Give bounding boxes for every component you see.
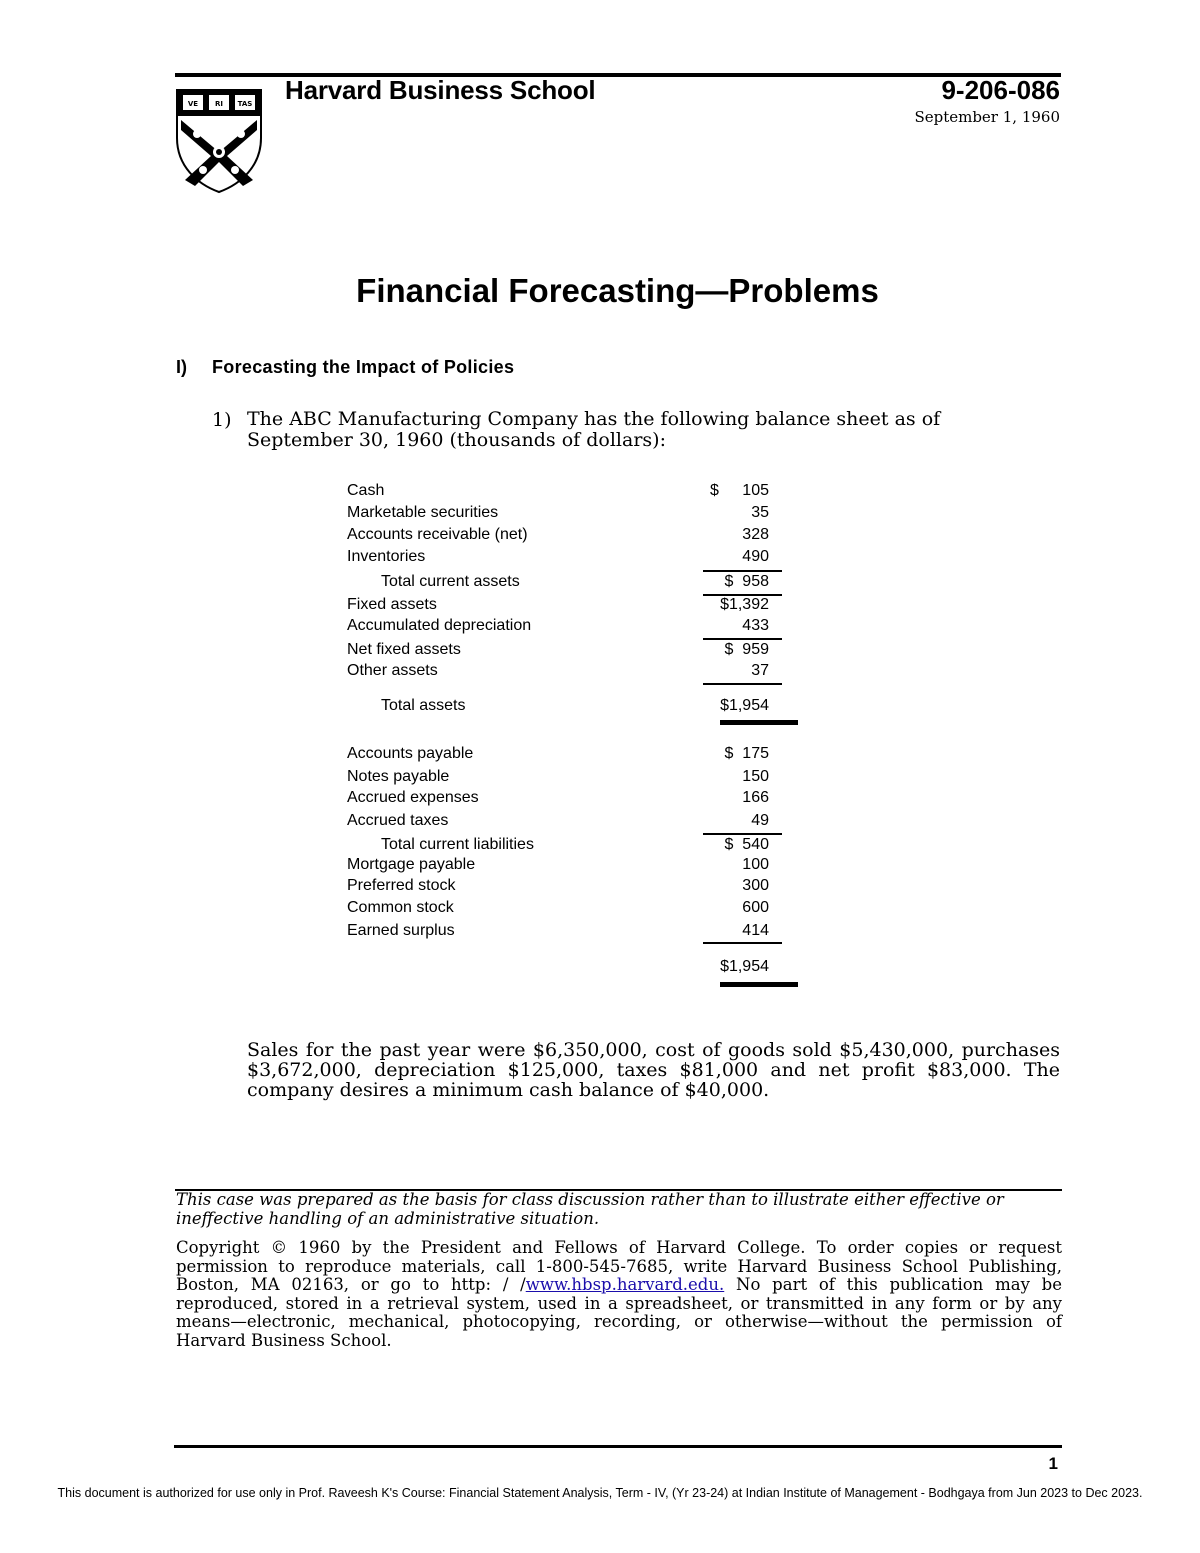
bs-row-label: Accrued expenses [347, 789, 479, 806]
bs-row-value: $1,954 [720, 958, 769, 975]
bs-row-value: $ 959 [724, 641, 769, 658]
bs-row-value: 328 [742, 526, 769, 543]
bs-row-value: 100 [742, 856, 769, 873]
bs-row-label: Total assets [381, 697, 466, 714]
page-bottom-rule [174, 1445, 1062, 1448]
subtotal-rule [703, 570, 782, 572]
bs-row-value: 490 [742, 548, 769, 565]
hbs-shield-logo [173, 86, 265, 194]
bs-dollar-sign: $ [710, 482, 719, 499]
bs-row-label: Accumulated depreciation [347, 617, 532, 634]
bs-row-label: Cash [347, 482, 385, 499]
bs-row-label: Notes payable [347, 768, 450, 785]
bs-row-label: Total current liabilities [381, 836, 534, 853]
copyright-text: Copyright © 1960 by the President and Fellows of Harvard College. To order copies or request permission to reproduce materials, call 1-800-545-7685, write Harvard Business School Publishing, Boston, MA 02163, or go to http: / / [176, 1238, 1062, 1294]
copyright-text-continued: No part of this publication may be reproduced, stored in a retrieval system, used in a spreadsheet, or transmitted in any form or by any means—electronic, mechanical, photocopying, recording, or otherwise—without the permission of Harvard Business School. [176, 1275, 1062, 1350]
bs-row-value: 166 [742, 789, 769, 806]
sales-paragraph: Sales for the past year were $6,350,000, cost of goods sold $5,430,000, purchases $3,672,000, depreciation $125,000, taxes $81,000 and net profit $83,000. The company desires a minimum cash balance of $40,000. [247, 1039, 1060, 1101]
section-title: Forecasting the Impact of Policies [212, 357, 515, 377]
document-title: Financial Forecasting—Problems [356, 272, 879, 309]
bs-row-label: Fixed assets [347, 596, 437, 613]
bs-row-value: $1,392 [720, 596, 769, 613]
bs-row-label: Inventories [347, 548, 426, 565]
bs-row-value: 300 [742, 877, 769, 894]
bs-row-value: 414 [742, 922, 769, 939]
bs-row-label: Preferred stock [347, 877, 456, 894]
subtotal-rule [703, 683, 782, 685]
subtotal-rule [703, 638, 782, 640]
question-number: 1) [212, 409, 232, 431]
bs-row-label: Common stock [347, 899, 454, 916]
bs-row-value: $ 175 [724, 745, 769, 762]
bs-row-value: 49 [751, 812, 769, 829]
bs-row-label: Total current assets [381, 573, 520, 590]
subtotal-rule [703, 833, 782, 835]
page-number: 1 [1048, 1454, 1058, 1473]
copyright-notice [176, 1239, 1062, 1350]
hbsp-link[interactable]: www.hbsp.harvard.edu. [525, 1275, 725, 1294]
case-date: September 1, 1960 [914, 108, 1060, 126]
bs-row-value: $ 540 [724, 836, 769, 853]
total-double-rule [720, 982, 798, 987]
bs-row-value: $1,954 [720, 697, 769, 714]
bs-row-label: Accounts payable [347, 745, 474, 762]
case-disclaimer: This case was prepared as the basis for class discussion rather than to illustrate either effective or ineffective handling of an administrative situation. [176, 1190, 1004, 1228]
bs-row-value: 150 [742, 768, 769, 785]
bs-row-label: Earned surplus [347, 922, 455, 939]
case-number: 9-206-086 [941, 75, 1060, 105]
school-name: Harvard Business School [285, 75, 596, 105]
bs-row-label: Mortgage payable [347, 856, 476, 873]
bs-row-value: 37 [751, 662, 769, 679]
bs-row-label: Accounts receivable (net) [347, 526, 528, 543]
subtotal-rule [703, 942, 782, 944]
bs-row-label: Marketable securities [347, 504, 499, 521]
bs-row-value: 105 [742, 482, 769, 499]
bs-row-label: Other assets [347, 662, 438, 679]
svg-text:VE: VE [187, 100, 199, 108]
svg-text:RI: RI [215, 100, 223, 108]
bs-row-label: Net fixed assets [347, 641, 461, 658]
total-double-rule [720, 720, 798, 725]
bs-row-value: 35 [751, 504, 769, 521]
section-number: I) [176, 357, 187, 377]
bs-row-value: $ 958 [724, 573, 769, 590]
bs-row-value: 433 [742, 617, 769, 634]
question-text: The ABC Manufacturing Company has the following balance sheet as of September 30, 1960 (thousands of dollars): [247, 408, 941, 451]
bs-row-label: Accrued taxes [347, 812, 449, 829]
svg-text:TAS: TAS [237, 100, 253, 108]
bs-row-value: 600 [742, 899, 769, 916]
authorization-notice: This document is authorized for use only in Prof. Raveesh K's Course: Financial Statement Analysis, Term - IV, (Yr 23-24) at Indian Institute of Management - Bodhgaya from Jun 2023 to Dec 2023. [57, 1486, 1143, 1500]
